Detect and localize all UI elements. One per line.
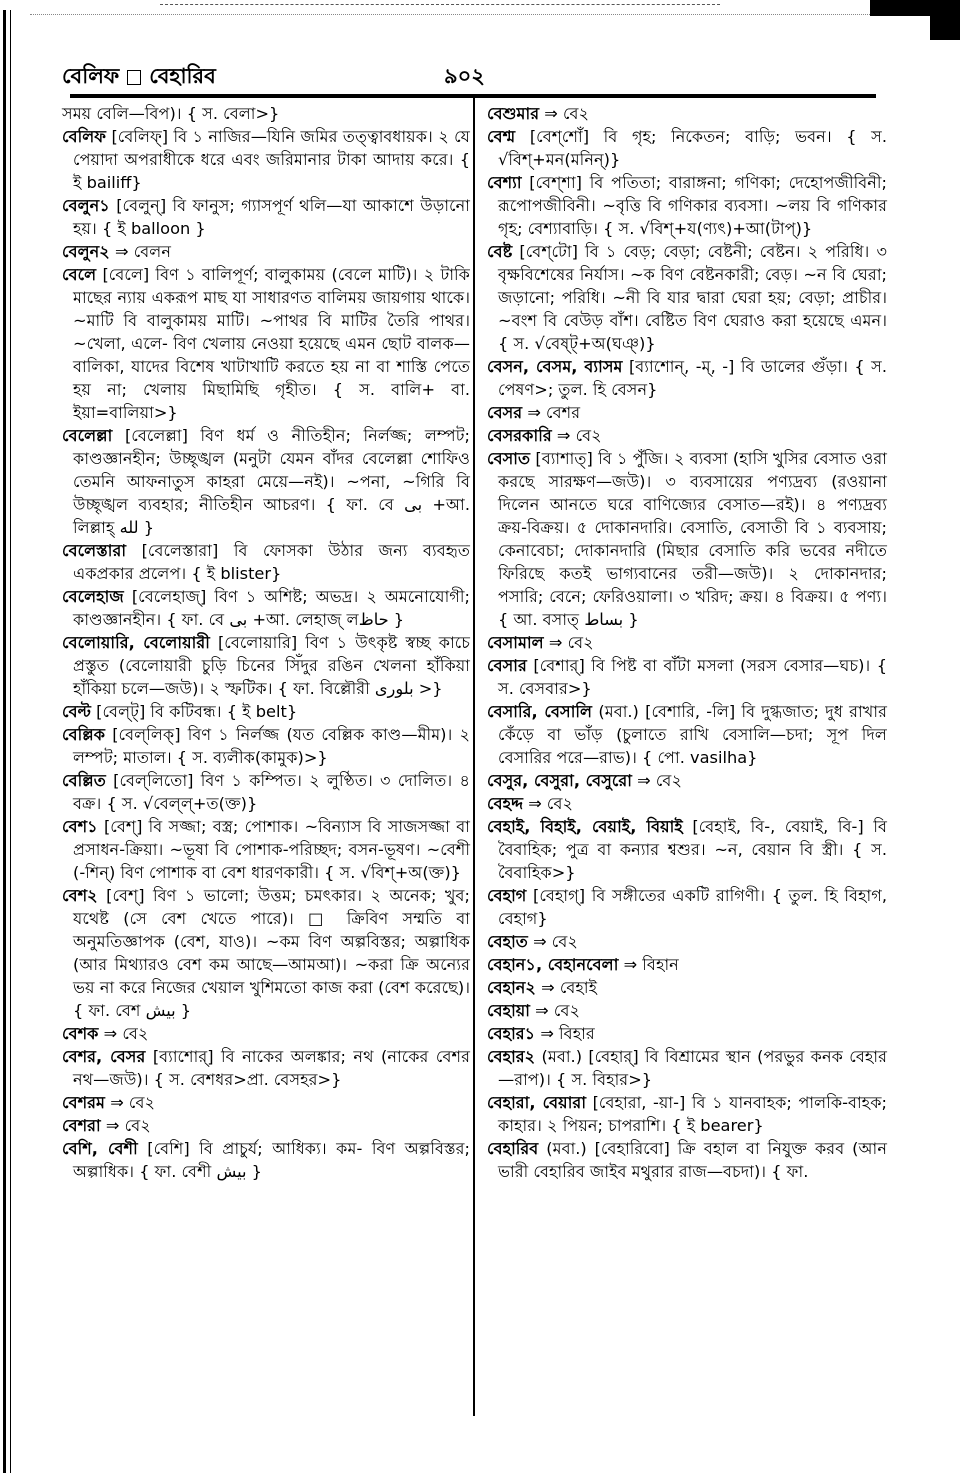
entry-headword: বেহদ্দ <box>487 794 524 813</box>
entry-headword: বেশ্ম <box>487 127 516 146</box>
entry-definition: [বেশ্] বি সজ্জা; বস্ত্র; পোশাক। ~বিন্যাস বি সাজসজ্জা বা প্রসাধন-ক্রিয়া। ~ভূষা বি পোশাক-পরিচ্ছদ; বসন-ভূষণ। ~বেশী (-শিন্) বিণ পোশাক বা বেশ ধারণকারী। { স. √বিশ্+অ(ক্ত)} <box>73 817 470 882</box>
entry-definition: ⇒ বেহাই <box>541 978 598 997</box>
dictionary-entry <box>487 999 887 1022</box>
entry-headword: বেলুন১ <box>62 196 110 215</box>
dictionary-entry <box>62 700 470 723</box>
entry-definition: [বেশ্‌টো] বি ১ বেড়; বেড়া; বেষ্টনী; বেষ্টন। ২ পরিধি। ৩ বৃক্ষবিশেষের নির্যাস। ~ক বিণ বেষ্টনকারী; বেড়। ~ন বি ঘেরা; জড়ানো; পরিধি। ~নী বি যার দ্বারা ঘেরা হয়; বেড়া; প্রাচীর। ~বংশ বি বেউড় বাঁশ। বেষ্টিত বিণ ঘেরাও করা হয়েছে এমন। { স. √বেষ্ট্+অ(ঘঞ্)} <box>498 242 887 353</box>
dictionary-entry <box>487 1137 887 1183</box>
entry-headword: বেল্লিত <box>62 771 106 790</box>
dictionary-entry <box>62 1045 470 1091</box>
entry-headword: বেল্লিক <box>62 725 106 744</box>
entry-definition: [বেশ্‌শোঁ] বি গৃহ; নিকেতন; বাড়ি; ভবন। { স. √বিশ্+মন(মনিন্)} <box>498 127 887 169</box>
entry-headword: বেসারি, বেসালি <box>487 702 593 721</box>
entry-definition: ⇒ বে২ <box>533 932 578 951</box>
entry-headword: বেষ্ট <box>487 242 513 261</box>
dictionary-entry <box>487 401 887 424</box>
dictionary-entry <box>487 355 887 401</box>
entry-definition: ⇒ বে২ <box>544 104 590 123</box>
dictionary-entry <box>487 125 887 171</box>
scan-edge-left <box>3 10 6 1473</box>
dictionary-entry <box>487 884 887 930</box>
entry-definition: [বেশার্] বি পিষ্ট বা বাঁটা মসলা (সরস বেসার—ঘচ)। { স. বেসবার>} <box>498 656 887 698</box>
scan-top-artifact <box>160 4 720 6</box>
entry-definition: ⇒ বে২ <box>556 426 602 445</box>
entry-definition: [বেশ্‌শা] বি পতিতা; বারাঙ্গনা; গণিকা; দেহোপজীবিনী; রূপোপজীবিনী। ~বৃত্তি বি গণিকার ব্যবসা। ~লয় বি গণিকার গৃহ; বেশ্যাবাড়ি। { স. √বিশ্+য(ণ্যৎ)+আ(টাপ্)} <box>498 173 887 238</box>
entry-definition: [বেলেস্তারা] বি ফোসকা উঠার জন্য ব্যবহৃত একপ্রকার প্রলেপ। { ই blister} <box>73 541 470 583</box>
square-box-icon <box>127 70 141 85</box>
dictionary-entry <box>487 815 887 884</box>
dictionary-entry <box>62 424 470 539</box>
entry-headword: বেশ১ <box>62 817 98 836</box>
dictionary-entry <box>62 723 470 769</box>
dictionary-entry <box>487 1045 887 1091</box>
entry-definition: [বেহাগ্] বি সঙ্গীতের একটি রাগিণী। { তুল. হি বিহাগ, বেহাগ} <box>498 886 887 928</box>
entry-definition: [বেলেহাজ্] বিণ ১ অশিষ্ট; অভদ্র। ২ অমনোযোগী; কাণ্ডজ্ঞানহীন। { ফা. বে بی +আ. লেহাজ্ লحاظ } <box>73 587 470 629</box>
dictionary-entry <box>62 240 470 263</box>
entry-definition: ⇒ বে২ <box>103 1024 149 1043</box>
dictionary-entry <box>62 1137 470 1183</box>
entry-headword: বেহার২ <box>487 1047 536 1066</box>
entry-headword: বেশ্যা <box>487 173 522 192</box>
entry-definition: [বেল্‌লিক্] বিণ ১ নির্লজ্জ (যত বেল্লিক কাণ্ড—মীম)। ২ লম্পট; মাতাল। { স. ব্যলীক(কামুক)>} <box>73 725 470 767</box>
dictionary-entry <box>62 1114 470 1137</box>
entry-definition: [ব্যাশোন্, -ম্, -] বি ডালের গুঁড়া। { স. পেষণ>; তুল. হি বেসন} <box>498 357 887 399</box>
entry-definition: ⇒ বে২ <box>637 771 682 790</box>
dictionary-entry <box>62 194 470 240</box>
entry-definition: (মবা.) [বেহার্] বি বিশ্রামের স্থান (পরভুর কনক বেহার—রাপ)। { স. বিহার>} <box>498 1047 887 1089</box>
entry-headword: বেলেস্তারা <box>62 541 127 560</box>
entry-definition: [বেহাই, বি-, বেয়াই, বি-] বি বৈবাহিক; পুত্র বা কন্যার শ্বশুর। ~ন, বেয়ান বি স্ত্রী। { স. বৈবাহিক>} <box>498 817 887 882</box>
entry-definition: ⇒ বে২ <box>105 1116 151 1135</box>
scan-edge-left-inner <box>10 10 11 1473</box>
entry-definition: [বেল্‌লিতো] বিণ ১ কম্পিত। ২ লুণ্ঠিত। ৩ দোলিত। ৪ বক্র। { স. √বেল্ল্+ত(ক্ত)} <box>73 771 470 813</box>
entry-definition: (মবা.) [বেহারিবো] ক্রি বহাল বা নিযুক্ত করব (আন ভারী বেহারিব জাইব মথুরার রাজ—বচদা)। { ফা. <box>498 1139 887 1181</box>
entry-headword: বেলোয়ারি, বেলোয়ারী <box>62 633 210 652</box>
dictionary-entry <box>487 792 887 815</box>
entry-headword: বেলুন২ <box>62 242 110 261</box>
entry-definition: [বেলে] বিণ ১ বালিপূর্ণ; বালুকাময় (বেলে মাটি)। ২ টাকি মাছের ন্যায় একরূপ মাছ যা সাধারণত বালিময় জায়গায় থাকে। ~মাটি বি বালুকাময় মাটি। ~পাথর বি মাটির তৈরি পাথর। ~খেলা, এলে- বিণ খেলায় নেওয়া হয়েছে এমন ছোট বালক—বালিকা, যাদের বিশেষ খাটাখাটি করতে হয় না বা শাস্তি পেতে হয় না; খেলায় মিছামিছি গৃহীত। { স. বালি+ বা. ইয়া=বালিয়া>} <box>73 265 470 422</box>
dictionary-entry <box>487 976 887 999</box>
entry-definition: ⇒ বে২ <box>110 1093 156 1112</box>
entry-headword: বেলেল্লা <box>62 426 113 445</box>
dictionary-entry <box>62 102 470 125</box>
entry-headword: বেসামাল <box>487 633 544 652</box>
dictionary-entry <box>487 700 887 769</box>
dictionary-entry <box>62 769 470 815</box>
entry-headword: বেসার <box>487 656 527 675</box>
dictionary-entry <box>487 424 887 447</box>
entry-headword: বেশরম <box>62 1093 106 1112</box>
entry-headword: বেলে <box>62 265 97 284</box>
dictionary-entry <box>487 240 887 355</box>
scan-corner-artifact-2 <box>930 0 960 40</box>
column-divider <box>473 96 475 1416</box>
dictionary-entry <box>487 102 887 125</box>
entry-definition: ⇒ বে২ <box>535 1001 580 1020</box>
entry-headword: বেশুমার <box>487 104 540 123</box>
entry-headword: বেশর, বেসর <box>62 1047 146 1066</box>
entry-definition: [ব্যাশাত্] বি ১ পুঁজি। ২ ব্যবসা (হাসি খুসির বেসাত ওরা করছে সারক্ষণ—জউ)। ৩ ব্যবসায়ের পণ্যদ্রব্য (রওয়ানা দিলেন আনতে ঘরে বাণিজ্যের বেসাত—রই)। ৪ পণ্যদ্রব্য ক্রয়-বিক্রয়। ৫ দোকানদারি। বেসাতি, বেসাতী বি ১ ব্যবসায়; কেনাবেচা; দোকানদারি (মিছার বেসাতি করি ভবের নদীতে ফিরিছে কতই ভাগ্যবানের তরী—জউ)। ২ দোকানদার; পসারি; বেনে; ফেরিওয়ালা। ৩ খরিদ; ক্রয়। ৪ বিক্রয়। ৫ পণ্য। { আ. বসাত্ بساط } <box>498 449 887 629</box>
entry-definition: [বেলুন্] বি ফানুস; গ্যাসপূর্ণ থলি—যা আকাশে উড়ানো হয়। { ই balloon } <box>73 196 470 238</box>
entry-headword: বেসাত <box>487 449 531 468</box>
dictionary-entry <box>62 263 470 424</box>
dictionary-entry <box>62 631 470 700</box>
guide-words <box>62 60 216 95</box>
dictionary-entry <box>62 585 470 631</box>
guide-word-first: বেলিফ <box>62 64 120 88</box>
dictionary-entry <box>487 1091 887 1137</box>
scan-top-artifact-2 <box>30 14 910 16</box>
entry-definition: ⇒ বিহার <box>540 1024 595 1043</box>
entry-definition: [বেলেল্লা] বিণ ধর্ম ও নীতিহীন; নির্লজ্জ; লম্পট; কাণ্ডজ্ঞানহীন; উচ্ছৃঙ্খল (মনুটা যেমন বাঁদর বেলেল্লা শোফিও তেমনি আফনাতুস কাহরা মেয়ে—নই)। ~পনা, ~গিরি বি উচ্ছৃঙ্খল ব্যবহার; নীতিহীন আচরণ। { ফা. বে بی +আ. লিল্লাহ্ لله } <box>73 426 470 537</box>
entry-headword: বেহারা, বেয়ারা <box>487 1093 587 1112</box>
entry-headword: বেহায়া <box>487 1001 531 1020</box>
entry-headword: বেশ২ <box>62 886 98 905</box>
entry-headword: বেহাই, বিহাই, বেয়াই, বিয়াই <box>487 817 683 836</box>
dictionary-entry <box>62 125 470 194</box>
entry-headword: বেহান২ <box>487 978 536 997</box>
entry-headword: বেল্ট <box>62 702 92 721</box>
entry-headword: বেলিফ <box>62 127 107 146</box>
entry-definition: [বেশ্] বিণ ১ ভালো; উত্তম; চমৎকার। ২ অনেক; খুব; যথেষ্ট (সে বেশ খেতে পারে)। □ ক্রিবিণ সম্মতি বা অনুমতিজ্ঞাপক (বেশ, যাও)। ~কম বিণ অল্পবিস্তর; অল্পাধিক (আর মিথ্যারও বেশ কম আছে—আমআ)। ~করা ক্রি অন্যের ভয় না করে নিজের খেয়াল খুশিমতো কাজ করা (বেশ করেছে)। { ফা. বেশ بیش } <box>73 886 470 1020</box>
right-column <box>487 102 887 1183</box>
entry-headword: বেহান১, বেহানবেলা <box>487 955 619 974</box>
entry-definition: ⇒ বে২ <box>528 794 574 813</box>
dictionary-entry <box>62 1091 470 1114</box>
entry-definition: [বেলোয়ারি] বিণ ১ উৎকৃষ্ট স্বচ্ছ কাচে প্রস্তুত (বেলোয়ারী চুড়ি চিনের সিঁদুর রঙিন খেলনা হাঁকিয়া হাঁকিয়া চলে—জউ)। ২ স্ফটিক। { ফা. বিল্লৌরী بلوری >} <box>73 633 470 698</box>
page-header <box>62 60 882 94</box>
dictionary-entry <box>487 953 887 976</box>
dictionary-entry <box>487 1022 887 1045</box>
guide-word-last: বেহারিব <box>149 64 216 88</box>
entry-headword: বেশি, বেশী <box>62 1139 138 1158</box>
entry-headword: বেসরকারি <box>487 426 552 445</box>
dictionary-entry <box>62 1022 470 1045</box>
dictionary-entry <box>487 769 887 792</box>
entry-headword: বেহাগ <box>487 886 527 905</box>
entry-headword: বেসন, বেসম, ব্যাসম <box>487 357 623 376</box>
dictionary-entry <box>62 815 470 884</box>
entry-headword: বেহাত <box>487 932 528 951</box>
entry-headword: বেহার১ <box>487 1024 536 1043</box>
entry-definition: [বেশি] বি প্রাচুর্য; আধিক্য। কম- বিণ অল্পবিস্তর; অল্পাধিক। { ফা. বেশী بیش } <box>73 1139 470 1181</box>
entry-definition: [বেহারা, -য়া-] বি ১ যানবাহক; পালকি-বাহক; কাহার। ২ পিয়ন; চাপরাশি। { ই bearer} <box>498 1093 887 1135</box>
entry-definition: ⇒ বেলন <box>114 242 171 261</box>
entry-headword: বেহারিব <box>487 1139 539 1158</box>
dictionary-entry <box>487 631 887 654</box>
dictionary-entry <box>487 171 887 240</box>
entry-headword: বেশক <box>62 1024 99 1043</box>
entry-headword: বেসুর, বেসুরা, বেসুরো <box>487 771 632 790</box>
entry-definition: (মবা.) [বেশারি, -লি] বি দুগ্ধজাত; দুধ রাখার কেঁড়ে বা ভাঁড় (চুলাতে রাখি বেসালি—চদা; সূপ দিল বেসারির পরে—রাভ)। { পো. vasilha} <box>498 702 887 767</box>
left-column <box>62 102 470 1183</box>
entry-definition: ⇒ বে২ <box>548 633 594 652</box>
dictionary-entry <box>487 930 887 953</box>
entry-definition: [বেলিফ্] বি ১ নাজির—যিনি জমির তত্ত্বাবধায়ক। ২ যে পেয়াদা অপরাধীকে ধরে এবং জরিমানার টাকা আদায় করে। { ই bailiff} <box>73 127 470 192</box>
entry-headword: বেসর <box>487 403 523 422</box>
entry-definition: ⇒ বিহান <box>623 955 679 974</box>
entry-headword: বেশরা <box>62 1116 101 1135</box>
entry-definition: [বেল্‌ট্] বি কটিবন্ধ। { ই belt} <box>96 702 298 721</box>
page-number: ৯০২ <box>444 64 485 88</box>
entry-headword: বেলেহাজ <box>62 587 124 606</box>
entry-definition: [ব্যাশোর্] বি নাকের অলঙ্কার; নথ (নাকের বেশর নথ—জউ)। { স. বেশধর>প্রা. বেসহর>} <box>73 1047 470 1089</box>
dictionary-entry <box>487 654 887 700</box>
dictionary-entry <box>62 539 470 585</box>
entry-definition: সময় বেলি—বিপ)। { স. বেলা>} <box>62 104 280 123</box>
dictionary-entry <box>62 884 470 1022</box>
dictionary-entry <box>487 447 887 631</box>
entry-definition: ⇒ বেশর <box>527 403 581 422</box>
